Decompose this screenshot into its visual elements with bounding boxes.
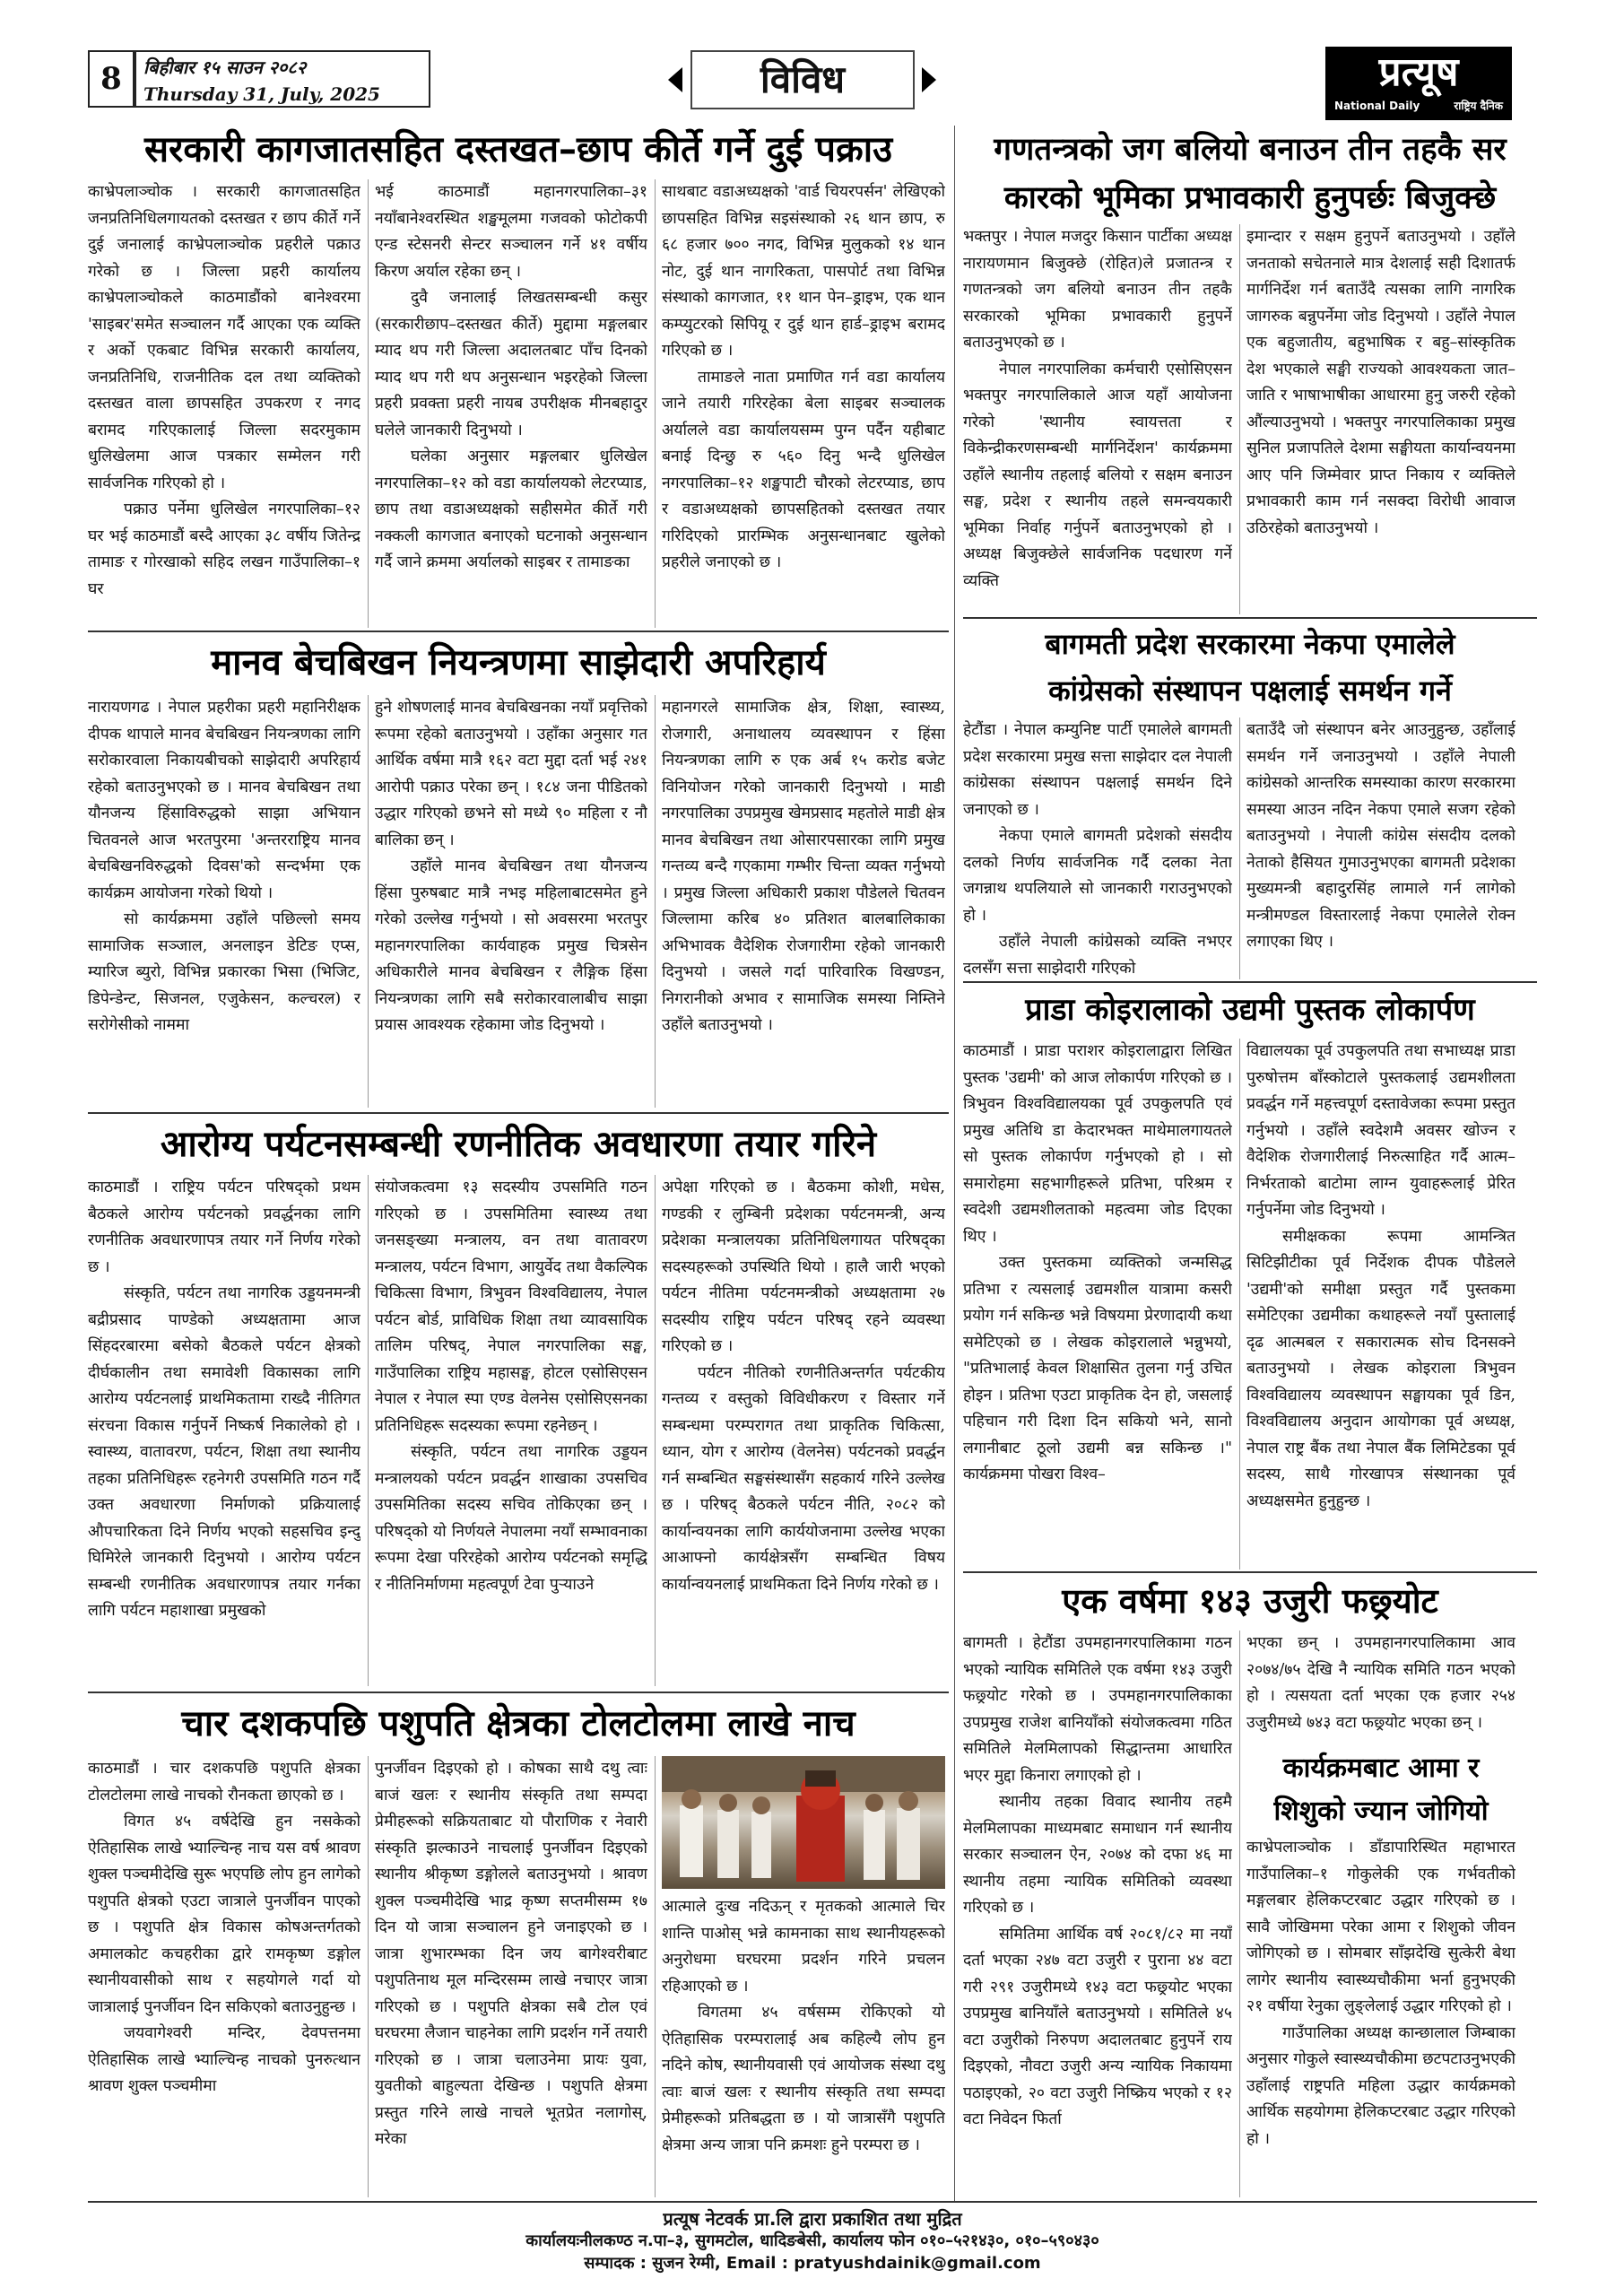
footer-address: कार्यालयःनीलकण्ठ न.पा–३, सुगमटोल, धादिङबेसी, कार्यालय फोन ०१०–५२१४३०, ०१०–५९०४३० xyxy=(525,2231,1099,2250)
article-headline: गणतन्त्रको जग बलियो बनाउन तीन तहकै सर xyxy=(994,132,1507,168)
article-headline: चार दशकपछि पशुपति क्षेत्रका टोलटोलमा लाखे नाच xyxy=(181,1703,855,1744)
article-column: काठमाडौं । चार दशकपछि पशुपति क्षेत्रका टोलटोलमा लाखे नाचको रौनकता छाएको छ । विगत ४५ वर्षदेखि हुन नसकेको ऐतिहासिक लाखे भ्याल्चिन्ह नाच यस वर्ष श्रावण शुक्ल पञ्चमीदेखि सुरू भएपछि लोप हुन लागेको पशुपति क्षेत्रको एउटा जात्राले पुनर्जीवन पाएको छ । पशुपति क्षेत्र विकास कोषअन्तर्गतको अमालकोट कचहरीका द्वारे रामकृष्ण डङ्गोल स्थानीयवासीको साथ र सहयोगले गर्दा यो जात्रालाई पुनर्जीवन दिन सकिएको बताउनुहुन्छ । जयवागेश्वरी मन्दिर, देवपत्तनमा ऐतिहासिक लाखे भ्याल्चिन्ह नाचको पुनरुत्थान श्रावण शुक्ल पञ्चमीमा xyxy=(88,1760,360,2095)
article-column: काठमाडौं । राष्ट्रिय पर्यटन परिषद्को प्रथम बैठकले आरोग्य पर्यटनको प्रवर्द्धनका लागि रणनीतिक अवधारणापत्र तयार गर्ने निर्णय गरेको छ । संस्कृति, पर्यटन तथा नागरिक उड्डयनमन्त्री बद्रीप्रसाद पाण्डेको अध्यक्षतामा आज सिंहदरबारमा बसेको बैठकले पर्यटन क्षेत्रको दीर्घकालीन तथा समावेशी विकासका लागि आरोग्य पर्यटनलाई प्राथमिकतामा राख्दै नीतिगत संरचना विकास गर्नुपर्ने निष्कर्ष निकालेको हो । स्वास्थ्य, वातावरण, पर्यटन, शिक्षा तथा स्थानीय तहका प्रतिनिधिहरू रहनेगरी उपसमिति गठन गर्दै उक्त अवधारणा निर्माणको प्रक्रियालाई औपचारिकता दिने निर्णय भएको सहसचिव इन्दु घिमिरेले जानकारी दिनुभयो । आरोग्य पर्यटन सम्बन्धी रणनीतिक अवधारणापत्र तयार गर्नका लागि पर्यटन महाशाखा प्रमुखको xyxy=(88,1178,360,1620)
article-column: बताउँदै जो संस्थापन बनेर आउनुहुन्छ, उहाँलाई समर्थन गर्ने जनाउनुभयो । उहाँले नेपाली कांग्रेसको आन्तरिक समस्याका कारण सरकारमा समस्या आउन नदिन नेकपा एमाले सजग रहेको बताउनुभयो । नेपाली कांग्रेस संसदीय दलको नेताको हैसियत गुमाउनुभएका बागमती प्रदेशका मुख्यमन्त्री बहादुरसिंह लामाले गर्न लागेको मन्त्रीमण्डल विस्तारलाई नेकपा एमालेले रोक्न लगाएका थिए । xyxy=(1246,721,1515,951)
logo-subtitle-np: राष्ट्रिय दैनिक xyxy=(1454,100,1503,112)
article-column: इमान्दार र सक्षम हुनुपर्ने बताउनुभयो । उहाँले जनताको सचेतनाले मात्र देशलाई सही दिशातर्फ मार्गनिर्देश गर्न बताउँदै त्यसका लागि नागरिक जागरुक बन्नुपर्नेमा जोड दिनुभयो । उहाँले नेपाल एक बहुजातीय, बहुभाषिक र बहु–सांस्कृतिक देश भएकाले सङ्घी राज्यको आवश्यकता जात–जाति र भाषाभाषीका आधारमा हुनु जरुरी रहेको औंल्याउनुभयो । भक्तपुर नगरपालिकाका प्रमुख सुनिल प्रजापतिले देशमा सङ्घीयता कार्यान्वयनमा आए पनि जिम्मेवार प्राप्त निकाय र व्यक्तिले प्रभावकारी काम गर्न नसक्दा विरोधी आवाज उठिरहेको बताउनुभयो । xyxy=(1246,228,1515,537)
article-column: आत्माले दुःख नदिऊन् र मृतकको आत्माले चिर शान्ति पाओस् भन्ने कामनाका साथ स्थानीयहरूको अनुरोधमा घरघरमा प्रदर्शन गरिने प्रचलन रहिआएको छ । विगतमा ४५ वर्षसम्म रोकिएको यो ऐतिहासिक परम्परालाई अब कहिल्यै लोप हुन नदिने कोष, स्थानीयवासी एवं आयोजक संस्था दथु त्वाः बाजं खलः र स्थानीय संस्कृति तथा सम्पदा प्रेमीहरूको प्रतिबद्धता छ । यो जात्रासँगै पशुपति क्षेत्रमा अन्य जात्रा पनि क्रमशः हुने परम्परा छ । xyxy=(662,1898,945,2154)
section-title: विविध xyxy=(690,50,915,109)
article-column: पुनर्जीवन दिइएको हो । कोषका साथै दथु त्वाः बाजं खलः र स्थानीय संस्कृति तथा सम्पदा प्रेमीहरूको सक्रियताबाट यो पौराणिक र नेवारी संस्कृति झल्काउने नाचलाई पुनर्जीवन दिइएको स्थानीय श्रीकृष्ण डङ्गोलले बताउनुभयो । श्रावण शुक्ल पञ्चमीदेखि भाद्र कृष्ण सप्तमीसम्म १७ दिन यो जात्रा सञ्चालन हुने जनाइएको छ । जात्रा शुभारम्भका दिन जय बागेश्वरीबाट पशुपतिनाथ मूल मन्दिरसम्म लाखे नचाएर जात्रा गरिएको छ । पशुपति क्षेत्रका सबै टोल एवं घरघरमा लैजान चाहनेका लागि प्रदर्शन गर्ने तयारी गरिएको छ । जात्रा चलाउनेमा प्रायः युवा, युवतीको बाहुल्यता देखिन्छ । पशुपति क्षेत्रमा प्रस्तुत गरिने लाखे नाचले भूतप्रेत नलागोस्, मरेका xyxy=(375,1760,647,2148)
lakhe-dance-photo xyxy=(662,1756,945,1889)
date-box xyxy=(135,50,430,108)
page-number-box xyxy=(88,50,135,108)
article-column: भएका छन् । उपमहानगरपालिकामा आव २०७४/७५ देखि नै न्यायिक समिति गठन भएको हो । त्यसयता दर्ता भएका एक हजार २५४ उजुरीमध्ये ७४३ वटा फछ्र्योट भएका छन् । xyxy=(1246,1634,1515,1732)
article-column: बागमती । हेटौंडा उपमहानगरपालिकामा गठन भएको न्यायिक समितिले एक वर्षमा १४३ उजुरी फछ्र्योट गरेको छ । उपमहानगरपालिकाका उपप्रमुख राजेश बानियाँको संयोजकत्वमा गठित समितिले मेलमिलापको सिद्धान्तमा आधारित भएर मुद्दा किनारा लगाएको हो । स्थानीय तहका विवाद स्थानीय तहमै मेलमिलापका माध्यमबाट समाधान गर्न स्थानीय सरकार सञ्चालन ऐन, २०७४ को दफा ४६ मा स्थानीय तहमा न्यायिक समितिको व्यवस्था गरिएको छ । समितिमा आर्थिक वर्ष २०८१/८२ मा नयाँ दर्ता भएका २४७ वटा उजुरी र पुराना ४४ वटा गरी २९१ उजुरीमध्ये १४३ वटा फछ्र्योट भएका उपप्रमुख बानियाँले बताउनुभयो । समितिले ४५ वटा उजुरीको निरुपण अदालतबाट हुनुपर्ने राय दिइएको, नौवटा उजुरी अन्य न्यायिक निकायमा पठाइएको, २० वटा उजुरी निष्क्रिय भएको र १२ वटा निवेदन फिर्ता xyxy=(963,1634,1232,2128)
logo-title: प्रत्यूष xyxy=(1378,49,1459,95)
article-headline: बागमती प्रदेश सरकारमा नेकपा एमालेले xyxy=(1045,627,1455,661)
article-headline: आरोग्य पर्यटनसम्बन्धी रणनीतिक अवधारणा तयार गरिने xyxy=(160,1124,877,1165)
article-column: काठमाडौं । प्राडा पराशर कोइरालाद्वारा लिखित पुस्तक 'उद्यमी' को आज लोकार्पण गरिएको छ । त्रिभुवन विश्वविद्यालयका पूर्व उपकुलपति एवं प्रमुख अतिथि डा केदारभक्त माथेमालगायतले सो पुस्तक लोकार्पण गर्नुभएको हो । सो समारोहमा सहभागीहरूले प्रतिभा, परिश्रम र स्वदेशी उद्यमशीलताको महत्वमा जोड दिएका थिए । उक्त पुस्तकमा व्यक्तिको जन्मसिद्ध प्रतिभा र त्यसलाई उद्यमशील यात्रामा कसरी प्रयोग गर्न सकिन्छ भन्ने विषयमा प्रेरणादायी कथा समेटिएको छ । लेखक कोइरालाले भन्नुभयो, "प्रतिभालाई केवल शिक्षासित तुलना गर्नु उचित होइन । प्रतिभा एउटा प्राकृतिक देन हो, जसलाई पहिचान गरी दिशा दिन सकियो भने, सानो लगानीबाट ठूलो उद्यमी बन्न सकिन्छ ।" कार्यक्रममा पोखरा विश्व– xyxy=(963,1042,1232,1483)
article-headline: शिशुको ज्यान जोगियो xyxy=(1273,1796,1489,1827)
date-english: Thursday 31, July, 2025 xyxy=(143,83,380,105)
article-headline: एक वर्षमा १४३ उजुरी फछ्र्योट xyxy=(1062,1581,1438,1621)
date-nepali: बिहीबार १५ साउन २०८२ xyxy=(143,57,307,78)
article-column: विद्यालयका पूर्व उपकुलपति तथा सभाध्यक्ष प्राडा पुरुषोत्तम बाँस्कोटाले पुस्तकलाई उद्यमशीलता प्रवर्द्धन गर्ने महत्त्वपूर्ण दस्तावेजका रूपमा प्रस्तुत गर्नुभयो । उहाँले स्वदेशमै अवसर खोज्न र वैदेशिक रोजगारीलाई निरुत्साहित गर्दै आत्म–निर्भरताको बाटोमा लाग्न युवाहरूलाई प्रेरित गर्नुपर्नेमा जोड दिनुभयो । समीक्षकका रूपमा आमन्त्रित सिटिझीटीका पूर्व निर्देशक दीपक पौडेलले 'उद्यमी'को समीक्षा प्रस्तुत गर्दै पुस्तकमा समेटिएका उद्यमीका कथाहरूले नयाँ पुस्तालाई दृढ आत्मबल र सकारात्मक सोच दिनसक्ने बताउनुभयो । लेखक कोइराला त्रिभुवन विश्वविद्यालय व्यवस्थापन सङ्घायका पूर्व डिन, विश्वविद्यालय अनुदान आयोगका पूर्व अध्यक्ष, नेपाल राष्ट्र बैंक तथा नेपाल बैंक लिमिटेडका पूर्व सदस्य, साथै गोरखापत्र संस्थानका पूर्व अध्यक्षसमेत हुनुहुन्छ । xyxy=(1246,1042,1515,1510)
article-headline: सरकारी कागजातसहित दस्तखत–छाप कीर्ते गर्ने दुई पक्राउ xyxy=(143,129,893,170)
article-column: साथबाट वडाअध्यक्षको 'वार्ड चियरपर्सन' लेखिएको छापसहित विभिन्न सइसंस्थाको २६ थान छाप, रु ६८ हजार ७०० नगद, विभिन्न मुलुकको १४ थान नोट, दुई थान नागरिकता, पासपोर्ट तथा विभिन्न संस्थाको कागजात, ११ थान पेन–ड्राइभ, एक थान कम्प्युटरको सिपियू र दुई थान हार्ड–ड्राइभ बरामद गरिएको छ । तामाङले नाता प्रमाणित गर्न वडा कार्यालय जाने तयारी गरिरहेका बेला साइबर सञ्चालक अर्यालले वडा कार्यालयसम्म पुग्न पर्दैन यहीबाट बनाई दिन्छु रु ५६० दिनु भन्दै धुलिखेल नगरपालिका–१२ शङ्खपाटी चौरको लेटरप्याड, छाप र वडाअध्यक्षको छापसहितको दस्तखत तयार गरिदिएको प्रारम्भिक अनुसन्धानबाट खुलेको प्रहरीले जनाएको छ । xyxy=(662,183,945,571)
article-headline: प्राडा कोइरालाको उद्यमी पुस्तक लोकार्पण xyxy=(1025,992,1475,1028)
article-headline: कारको भूमिका प्रभावकारी हुनुपर्छः बिजुक्छे xyxy=(1003,180,1497,216)
logo-subtitle-en: National Daily xyxy=(1334,100,1420,112)
masthead-logo xyxy=(1325,47,1512,120)
article-column: नारायणगढ । नेपाल प्रहरीका प्रहरी महानिरीक्षक दीपक थापाले मानव बेचबिखन नियन्त्रणका लागि सरोकारवाला निकायबीचको साझेदारी अपरिहार्य रहेको बताउनुभएको छ । मानव बेचबिखन तथा यौनजन्य हिंसाविरुद्धको साझा अभियान चितवनले आज भरतपुरमा 'अन्तरराष्ट्रिय मानव बेचबिखनविरुद्धको दिवस'को सन्दर्भमा एक कार्यक्रम आयोजना गरेको थियो । सो कार्यक्रममा उहाँले पछिल्लो समय सामाजिक सञ्जाल, अनलाइन डेटिङ एप्स, म्यारिज ब्युरो, विभिन्न प्रकारका भिसा (भिजिट, डिपेन्डेन्ट, सिजनल, एजुकेसन, कल्चरल) र सरोगेसीको नाममा xyxy=(88,699,360,1034)
article-headline: कांग्रेसको संस्थापन पक्षलाई समर्थन गर्ने xyxy=(1048,674,1452,708)
footer-publisher: प्रत्यूष नेटवर्क प्रा.लि द्वारा प्रकाशित तथा मुद्रित xyxy=(663,2208,962,2230)
article-headline: कार्यक्रमबाट आमा र xyxy=(1282,1752,1480,1784)
article-column: अपेक्षा गरिएको छ । बैठकमा कोशी, मधेस, गण्डकी र लुम्बिनी प्रदेशका पर्यटनमन्त्री, अन्य प्रदेशका मन्त्रालयका प्रतिनिधिलगायत परिषद्का सदस्यहरूको उपस्थिति थियो । हालै जारी भएको पर्यटन नीतिमा पर्यटनमन्त्रीको अध्यक्षतामा २७ सदस्यीय राष्ट्रिय पर्यटन परिषद् रहने व्यवस्था गरिएको छ । पर्यटन नीतिको रणनीतिअन्तर्गत पर्यटकीय गन्तव्य र वस्तुको विविधीकरण र विस्तार गर्ने सम्बन्धमा परम्परागत तथा प्राकृतिक चिकित्सा, ध्यान, योग र आरोग्य (वेलनेस) पर्यटनको प्रवर्द्धन गर्न सम्बन्धित सङ्घसंस्थासँग सहकार्य गरिने उल्लेख छ । परिषद् बैठकले पर्यटन नीति, २०८२ को कार्यान्वयनका लागि कार्ययोजनामा उल्लेख भएका आआफ्नो कार्यक्षेत्रसँग सम्बन्धित विषय कार्यान्वयनलाई प्राथमिकता दिने निर्णय गरेको छ । xyxy=(662,1178,945,1594)
article-column: भई काठमाडौं महानगरपालिका–३१ नयाँबानेश्वरस्थित शङ्खमूलमा गजवको फोटोकपी एन्ड स्टेसनरी सेन्टर सञ्चालन गर्ने ४१ वर्षीय किरण अर्याल रहेका छन् । दुवै जनालाई लिखतसम्बन्धी कसुर (सरकारीछाप–दस्तखत कीर्ते) मुद्दामा मङ्गलबार म्याद थप गरी जिल्ला अदालतबाट पाँच दिनको म्याद थप गरी थप अनुसन्धान भइरहेको जिल्ला प्रहरी प्रवक्ता प्रहरी नायब उपरीक्षक मीनबहादुर घलेले जानकारी दिनुभयो । घलेका अनुसार मङ्गलबार धुलिखेल नगरपालिका–१२ को वडा कार्यालयको लेटरप्याड, छाप तथा वडाअध्यक्षको सहीसमेत कीर्ते गरी नक्कली कागजात बनाएको घटनाको अनुसन्धान गर्दै जाने क्रममा अर्यालको साइबर र तामाङका xyxy=(375,183,647,571)
article-column: काभ्रेपलाञ्चोक । डाँडापारिस्थित महाभारत गाउँपालिका–१ गोकुलेकी एक गर्भवतीको मङ्गलबार हेलिकप्टरबाट उद्धार गरिएको छ । सावै जोखिममा परेका आमा र शिशुको जीवन जोगिएको छ । सोमबार साँझदेखि सुत्केरी बेथा लागेर स्थानीय स्वास्थ्यचौकीमा भर्ना हुनुभएकी २१ वर्षीया रेनुका लुङ्लेलाई उद्धार गरिएको हो । गाउँपालिका अध्यक्ष कान्छालाल जिम्बाका अनुसार गोकुले स्वास्थ्यचौकीमा छटपटाउनुभएकी उहाँलाई राष्ट्रपति महिला उद्धार कार्यक्रमको आर्थिक सहयोगमा हेलिकप्टरबाट उद्धार गरिएको हो । xyxy=(1246,1839,1515,2148)
article-column: महानगरले सामाजिक क्षेत्र, शिक्षा, स्वास्थ्य, रोजगारी, अनाथालय व्यवस्थापन र हिंसा नियन्त्रणका लागि रु एक अर्ब १५ करोड बजेट विनियोजन गरेको जानकारी दिनुभयो । माडी नगरपालिका उपप्रमुख खेमप्रसाद महतोले माडी क्षेत्र मानव बेचबिखन तथा ओसारपसारका लागि प्रमुख गन्तव्य बन्दै गएकामा गम्भीर चिन्ता व्यक्त गर्नुभयो । प्रमुख जिल्ला अधिकारी प्रकाश पौडेलले चितवन जिल्लामा करिब ४० प्रतिशत बालबालिकाका अभिभावक वैदेशिक रोजगारीमा रहेको जानकारी दिनुभयो । जसले गर्दा पारिवारिक विखण्डन, निगरानीको अभाव र सामाजिक समस्या निम्तिने उहाँले बताउनुभयो । xyxy=(662,699,945,1034)
article-headline: मानव बेचबिखन नियन्त्रणमा साझेदारी अपरिहार्य xyxy=(211,642,826,683)
footer-editor: सम्पादक : सुजन रेग्मी, Email : pratyushdainik@gmail.com xyxy=(584,2254,1041,2273)
page-number: 8 xyxy=(100,61,122,97)
nav-left-icon xyxy=(668,67,682,92)
article-column: भक्तपुर । नेपाल मजदुर किसान पार्टीका अध्यक्ष नारायणमान बिजुक्छे (रोहित)ले प्रजातन्त्र र गणतन्त्रको जग बलियो बनाउन तीन तहकै सरकारको भूमिका प्रभावकारी हुनुपर्ने बताउनुभएको छ । नेपाल नगरपालिका कर्मचारी एसोसिएसन भक्तपुर नगरपालिकाले आज यहाँ आयोजना गरेको 'स्थानीय स्वायत्तता र विकेन्द्रीकरणसम्बन्धी मार्गनिर्देशन' कार्यक्रममा उहाँले स्थानीय तहलाई बलियो र सक्षम बनाउन सङ्घ, प्रदेश र स्थानीय तहले समन्वयकारी भूमिका निर्वाह गर्नुपर्ने बताउनुभएको हो । अध्यक्ष बिजुक्छेले सार्वजनिक पदधारण गर्ने व्यक्ति xyxy=(963,228,1232,590)
article-column: काभ्रेपलाञ्चोक । सरकारी कागजातसहित जनप्रतिनिधिलगायतको दस्तखत र छाप कीर्ते गर्ने दुई जनालाई काभ्रेपलाञ्चोक प्रहरीले पक्राउ गरेको छ । जिल्ला प्रहरी कार्यालय काभ्रेपलाञ्चोकले काठमाडौंको बानेश्वरमा 'साइबर'समेत सञ्चालन गर्दै आएका एक व्यक्ति र अर्को एकबाट विभिन्न सरकारी कार्यालय, जनप्रतिनिधि, राजनीतिक दल तथा व्यक्तिको दस्तखत वाला छापसहित उपकरण र नगद बरामद गरिएकालाई जिल्ला सदरमुकाम धुलिखेलमा आज पत्रकार सम्मेलन गरी सार्वजनिक गरिएको हो । पक्राउ पर्नेमा धुलिखेल नगरपालिका–१२ घर भई काठमाडौं बस्दै आएका ३८ वर्षीय जितेन्द्र तामाङ र गोरखाको सहिद लखन गाउँपालिका–१ घर xyxy=(88,183,360,598)
article-column: हुने शोषणलाई मानव बेचबिखनका नयाँ प्रवृत्तिको रूपमा रहेको बताउनुभयो । उहाँका अनुसार गत आर्थिक वर्षमा मात्रै १६२ वटा मुद्दा दर्ता भई २४१ आरोपी पक्राउ परेका छन् । १८४ जना पीडितको उद्धार गरिएको छभने सो मध्ये ९० महिला र नौ बालिका छन् । उहाँले मानव बेचबिखन तथा यौनजन्य हिंसा पुरुषबाट मात्रै नभइ महिलाबाटसमेत हुने गरेको उल्लेख गर्नुभयो । सो अवसरमा भरतपुर महानगरपालिका कार्यवाहक प्रमुख चित्रसेन अधिकारीले मानव बेचबिखन र लैङ्गिक हिंसा नियन्त्रणका लागि सबै सरोकारवालाबीच साझा प्रयास आवश्यक रहेकामा जोड दिनुभयो । xyxy=(375,699,647,1034)
nav-right-icon xyxy=(922,67,936,92)
article-column: संयोजकत्वमा १३ सदस्यीय उपसमिति गठन गरिएको छ । उपसमितिमा स्वास्थ्य तथा जनसङ्ख्या मन्त्रालय, वन तथा वातावरण मन्त्रालय, पर्यटन विभाग, आयुर्वेद तथा वैकल्पिक चिकित्सा विभाग, त्रिभुवन विश्वविद्यालय, नेपाल पर्यटन बोर्ड, प्राविधिक शिक्षा तथा व्यावसायिक तालिम परिषद्, नेपाल नगरपालिका सङ्घ, गाउँपालिका राष्ट्रिय महासङ्घ, होटल एसोसिएसन नेपाल र नेपाल स्पा एण्ड वेलनेस एसोसिएसनका प्रतिनिधिहरू सदस्यका रूपमा रहनेछन् । संस्कृति, पर्यटन तथा नागरिक उड्डयन मन्त्रालयको पर्यटन प्रवर्द्धन शाखाका उपसचिव उपसमितिका सदस्य सचिव तोकिएका छन् । परिषद्को यो निर्णयले नेपालमा नयाँ सम्भावनाका रूपमा देखा परिरहेको आरोग्य पर्यटनको समृद्धि र नीतिनिर्माणमा महत्वपूर्ण टेवा पुऱ्याउने xyxy=(375,1178,647,1594)
article-column: हेटौंडा । नेपाल कम्युनिष्ट पार्टी एमालेले बागमती प्रदेश सरकारमा प्रमुख सत्ता साझेदार दल नेपाली कांग्रेसका संस्थापन पक्षलाई समर्थन दिने जनाएको छ । नेकपा एमाले बागमती प्रदेशको संसदीय दलको निर्णय सार्वजनिक गर्दै दलका नेता जगन्नाथ थपलियाले सो जानकारी गराउनुभएको हो । उहाँले नेपाली कांग्रेसको व्यक्ति नभएर दलसँग सत्ता साझेदारी गरिएको xyxy=(963,721,1232,978)
